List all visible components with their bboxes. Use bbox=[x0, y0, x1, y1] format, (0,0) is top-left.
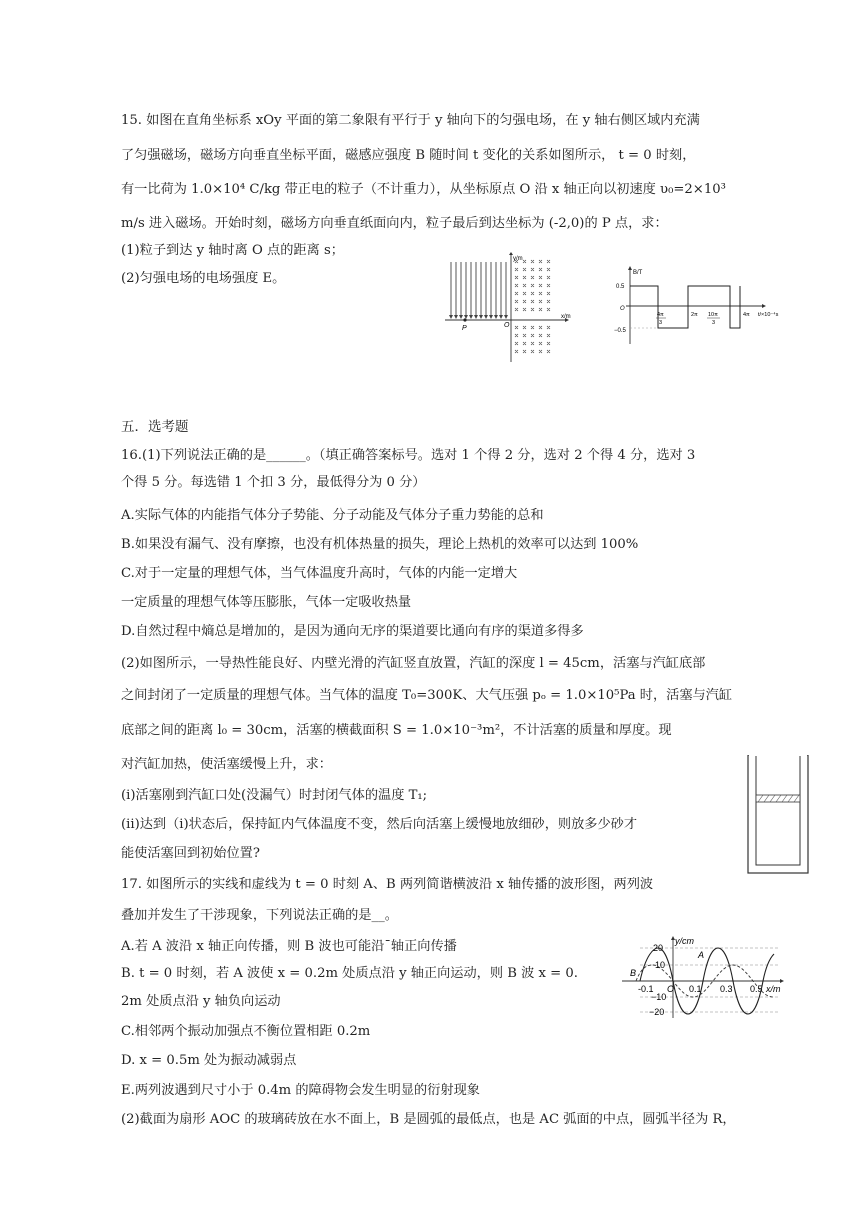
wave-tick-20: 20 bbox=[653, 943, 664, 953]
q16-part2-i: (i)活塞刚到汽缸口处(没漏气）时封闭气体的温度 T₁; bbox=[121, 788, 428, 803]
q17-option-e: E.两列波遇到尺寸小于 0.4m 的障碍物会发生明显的衍射现象 bbox=[121, 1083, 480, 1098]
q16-option-c: C.对于一定量的理想气体，当气体温度升高时，气体的内能一定增大 bbox=[121, 566, 518, 581]
wave-xtick-01: 0.1 bbox=[689, 984, 702, 994]
q16-part2-line-1: (2)如图所示，一导热性能良好、内壁光滑的汽缸竖直放置，汽缸的深度 l = 45cm，活塞与汽缸底部 bbox=[121, 656, 706, 671]
fig2-tick-pos: 0.5 bbox=[616, 284, 625, 290]
piston bbox=[756, 795, 800, 802]
fig2-y-label: B/T bbox=[633, 270, 643, 276]
magnetic-field-crosses bbox=[515, 260, 550, 353]
cylinder-inner-wall bbox=[756, 755, 800, 865]
wave-tick-neg10: −10 bbox=[651, 992, 667, 1002]
q15-line-3: 有一比荷为 1.0×10⁴ C/kg 带正电的粒子（不计重力），从坐标原点 O 沿 x 轴正向以初速度 υ₀=2×10³ bbox=[121, 182, 726, 197]
point-p bbox=[463, 318, 466, 321]
wave-tick-neg20: −20 bbox=[649, 1007, 665, 1017]
q16-part2-ii-1: (ii)达到（i)状态后，保持缸内气体温度不变，然后向活塞上缓慢地放细砂，则放多少砂才 bbox=[121, 817, 638, 832]
wave-xtick-03: 0.3 bbox=[720, 984, 733, 994]
cylinder-outer-wall bbox=[748, 755, 808, 873]
fig2-x-label: t/×10⁻⁴s bbox=[758, 312, 779, 318]
q16-option-a: A.实际气体的内能指气体分子势能、分子动能及气体分子重力势能的总和 bbox=[121, 508, 544, 523]
q16-option-extra: 一定质量的理想气体等压膨胀，气体一定吸收热量 bbox=[121, 595, 412, 610]
fig2-tick-4pi3-den: 3 bbox=[659, 320, 663, 326]
q16-option-b: B.如果没有漏气、没有摩擦，也没有机体热量的损失，理论上热机的效率可以达到 100% bbox=[121, 537, 639, 552]
q15-line-1: 15. 如图在直角坐标系 xOy 平面的第二象限有平行于 y 轴向下的匀强电场，在 y 轴右侧区域内充满 bbox=[121, 113, 700, 128]
electric-field-lines bbox=[451, 262, 506, 318]
q17-line-1: 17. 如图所示的实线和虚线为 t = 0 时刻 A、B 两列简谐横波沿 x 轴传播的波形图，两列波 bbox=[121, 877, 654, 892]
fig2-tick-10pi3-den: 3 bbox=[712, 320, 716, 326]
q16-part2-ii-2: 能使活塞回到初始位置? bbox=[121, 846, 260, 861]
fig1-point-label: P bbox=[462, 325, 467, 332]
q17-part2-line-1: (2)截面为扇形 AOC 的玻璃砖放在水不面上，B 是圆弧的最低点，也是 AC 弧面的中点，圆弧半径为 R， bbox=[121, 1112, 736, 1127]
q17-option-d: D. x = 0.5m 处为振动减弱点 bbox=[121, 1053, 297, 1068]
q17-line-2: 叠加并发生了干涉现象，下列说法正确的是__。 bbox=[121, 908, 398, 923]
wave-x-label: x/m bbox=[766, 984, 781, 994]
q15-line-5: (1)粒子到达 y 轴时离 O 点的距离 s； bbox=[121, 243, 344, 258]
fig1-y-label: y/m bbox=[513, 256, 523, 262]
q17-option-b-1: B. t = 0 时刻，若 A 波使 x = 0.2m 处质点沿 y 轴正向运动，则 B 波 x = 0. bbox=[121, 966, 578, 981]
section-heading: 五．选考题 bbox=[121, 419, 189, 435]
q15-field-diagram bbox=[445, 252, 585, 364]
wave-xtick-05: 0.5 bbox=[750, 984, 763, 994]
q17-option-a: A.若 A 波沿 x 轴正向传播，则 B 波也可能沿ˉ轴正向传播 bbox=[121, 939, 457, 954]
q15-b-t-graph bbox=[612, 266, 792, 346]
cylinder-diagram bbox=[744, 755, 814, 877]
wave-label-b: B bbox=[630, 968, 637, 978]
wave-xtick-origin: O bbox=[667, 984, 675, 994]
q16-line-2: 个得 5 分。每选错 1 个扣 3 分，最低得分为 0 分） bbox=[121, 475, 426, 490]
fig2-tick-neg: −0.5 bbox=[614, 328, 626, 334]
q16-line-1: 16.(1)下列说法正确的是______。（填正确答案标号。选对 1 个得 2 分，选对 2 个得 4 分，选对 3 bbox=[121, 448, 696, 463]
q15-line-6: (2)匀强电场的电场强度 E。 bbox=[121, 271, 286, 286]
q16-part2-line-2: 之间封闭了一定质量的理想气体。当气体的温度 T₀=300K、大气压强 pₒ = 1.0×10⁵Pa 时，活塞与汽缸 bbox=[121, 688, 733, 703]
fig2-tick-4pi3-num: 4π bbox=[657, 312, 664, 318]
q16-part2-line-4: 对汽缸加热，使活塞缓慢上升，求： bbox=[121, 757, 332, 772]
q17-option-b-2: 2m 处质点沿 y 轴负向运动 bbox=[121, 994, 281, 1009]
wave-y-label: y/cm bbox=[675, 936, 694, 946]
fig1-origin: O bbox=[504, 322, 510, 329]
q16-option-d: D.自然过程中熵总是增加的，是因为通向无序的渠道要比通向有序的渠道多得多 bbox=[121, 624, 584, 639]
fig2-tick-2pi: 2π bbox=[691, 312, 698, 318]
fig2-tick-4pi: 4π bbox=[743, 312, 750, 318]
wave-xtick-neg01: -0.1 bbox=[638, 984, 654, 994]
fig2-tick-10pi3-num: 10π bbox=[708, 312, 718, 318]
q15-line-2: 了匀强磁场，磁场方向垂直坐标平面，磁感应强度 B 随时间 t 变化的关系如图所示， t = 0 时刻， bbox=[121, 148, 696, 163]
electric-field-arrowheads bbox=[449, 315, 508, 319]
q15-line-4: m/s 进入磁场。开始时刻，磁场方向垂直纸面向内，粒子最后到达坐标为 (-2,0)的 P 点，求： bbox=[121, 216, 668, 231]
fig2-origin: O bbox=[620, 306, 625, 312]
fig2-b-curve bbox=[630, 286, 740, 328]
fig1-x-label: x/m bbox=[561, 314, 571, 320]
wave-graph bbox=[616, 936, 796, 1018]
wave-label-a: A bbox=[698, 950, 705, 960]
wave-tick-10: 10 bbox=[655, 960, 666, 970]
q16-part2-line-3: 底部之间的距离 l₀ = 30cm，活塞的横截面积 S = 1.0×10⁻³m²，不计活塞的质量和厚度。现 bbox=[121, 723, 672, 738]
q17-option-c: C.相邻两个振动加强点不衡位置相距 0.2m bbox=[121, 1024, 371, 1039]
